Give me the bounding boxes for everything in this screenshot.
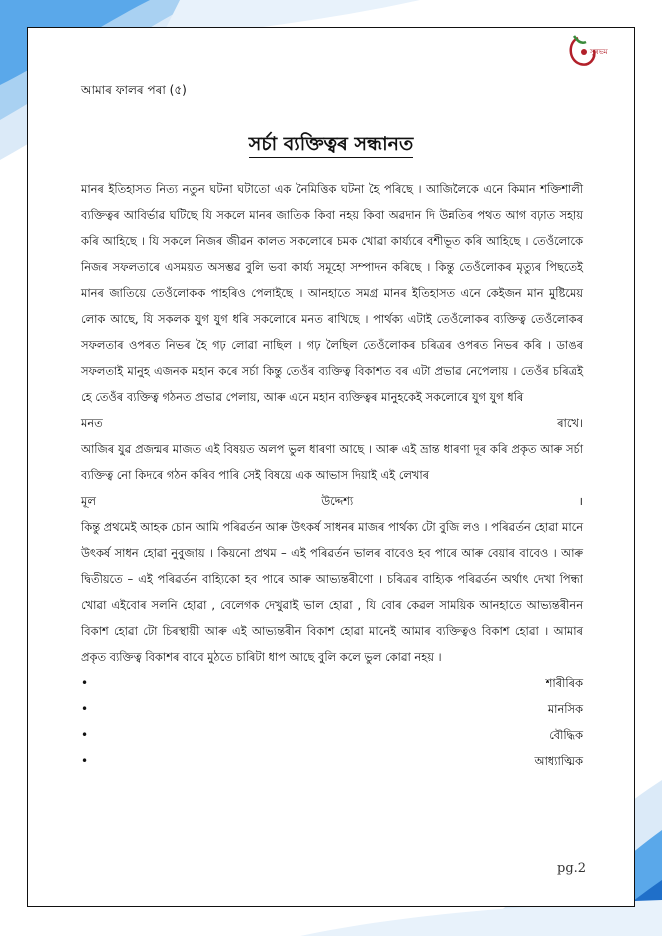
paragraph-1-last-line bbox=[81, 410, 583, 436]
body-line: সম্পাদন কৰিছে । কিন্তু তেওঁলোকৰ মৃত্যুৰ পিছতেই মানৰ জাতিয়ে তেওঁলোকক পাহৰিও পেলাইছে bbox=[81, 260, 583, 300]
list-item-label: বৌদ্ধিক bbox=[549, 728, 583, 742]
list-item bbox=[81, 722, 583, 748]
body-line: প্ৰকৃত আৰু সৰ্চা ব্যক্তিত্ব নো কিদৰে গঠন কৰিব পাৰি সেই বিষয়ে এক আভাস দিয়াই এই লেখাৰ bbox=[81, 442, 584, 482]
body-line: আমাৰ প্ৰকৃত ব্যক্তিত্ব বিকাশৰ বাবে মুঠতে চাৰিটা ধাপ আছে বুলি কলে ভুল কোৱা নহয় । bbox=[81, 624, 583, 664]
paragraph-3 bbox=[81, 514, 583, 670]
list-item bbox=[81, 748, 583, 774]
body-line: আজিৰ যুৱ প্ৰজন্মৰ মাজত এই বিষয়ত অলপ ভুল ধাৰণা আছে । আৰু এই ভ্ৰান্ত ধাৰণা দূৰ কৰি bbox=[81, 442, 508, 456]
article-body bbox=[81, 176, 583, 774]
paragraph-1 bbox=[81, 176, 583, 410]
body-line: সকলোৰে মনত ৰাখিছে । পাৰ্থক্য এটাই তেওঁলোকৰ ব্যক্তিত্ব তেওঁলোকৰ সফলতাৰ ওপৰত নিভৰ bbox=[81, 312, 583, 352]
body-line: । আনহাতে সমগ্ৰ মানৰ ইতিহাসত এনে কেইজন মান মুষ্টিমেয় লোক আছে, যি সকলক যুগ যুগ ধৰি bbox=[81, 286, 584, 326]
page-number: pg.2 bbox=[557, 861, 587, 876]
article-title: সৰ্চা ব্যক্তিত্বৰ সন্ধানত bbox=[249, 133, 413, 158]
body-line: শক্তিশালী ব্যক্তিত্বৰ আবিৰ্ভাৱ ঘটিছে যি সকলে মানৰ জাতিক কিবা নহয় কিবা অৱদান দি উন্নতিৰ bbox=[81, 182, 583, 222]
body-line: কিন্তু প্ৰথমেই আহক চোন আমি পৰিৱৰ্তন আৰু উৎকৰ্ষ সাধনৰ মাজৰ পাৰ্থক্য টো বুজি লও । bbox=[81, 520, 488, 534]
body-line: আৰু এই আভ্যন্তৰীন বিকাশ হোৱা মানেই আমাৰ ব্যক্তিত্বও বিকাশ হোৱা । bbox=[204, 624, 549, 638]
body-line: মানৰ ইতিহাসত নিত্য নতুন ঘটনা ঘটাতো এক নৈমিত্তিক ঘটনা হৈ পৰিছে । আজিলৈকে এনে কিমান bbox=[81, 182, 536, 196]
paragraph-2 bbox=[81, 436, 583, 488]
bullet-icon: • bbox=[81, 676, 89, 690]
body-word: মনত bbox=[81, 416, 103, 430]
body-line: পৰিৱৰ্তন হোৱা মানে উৎকৰ্ষ সাধন হোৱা নুবুজায় । কিয়নো প্ৰথম – এই পৰিৱৰ্তন ভালৰ বাবেও bbox=[81, 520, 584, 560]
body-word: মূল bbox=[81, 494, 96, 508]
series-title: আমাৰ ফালৰ পৰা (৫) bbox=[81, 83, 187, 97]
list-item bbox=[81, 670, 583, 696]
bullet-icon: • bbox=[81, 728, 89, 742]
body-line: আভ্যন্তৰীণো । চৰিত্ৰৰ বাহ্যিক পৰিৱৰ্তন অৰ্থাৎ দেখা পিন্ধা খোৱা এইবোৰ সলনি হোৱা , বেলেগক bbox=[81, 572, 583, 612]
body-line: বশীভূত কৰি আহিছে । তেওঁলোকে নিজৰ সফলতাৰে এসময়ত অসম্ভৱ বুলি ভবা কাৰ্য্য সমূহো bbox=[81, 234, 584, 274]
logo-text: সুৰভম bbox=[590, 48, 608, 56]
bullet-icon: • bbox=[81, 702, 89, 716]
article-title-wrap bbox=[0, 130, 662, 162]
list-item bbox=[81, 696, 583, 722]
bullet-icon: • bbox=[81, 754, 89, 768]
body-line: এজনক মহান কৰে সৰ্চা কিন্তু তেওঁৰ ব্যক্তিত্ব বিকাশত বৰ এটা প্ৰভাৱ নেপেলায় । তেওঁৰ চৰিত্ৰই হে bbox=[81, 364, 583, 404]
body-line: পথত আগ বঢ়াত সহায় কৰি আহিছে । যি সকলে নিজৰ জীৱন কালত সকলোৰে চমক খোৱা কাৰ্য্যৰে bbox=[81, 208, 583, 248]
body-line: হব পাৰে আৰু বেয়াৰ বাবেও । আৰু দ্বিতীয়তে – এই পৰিৱৰ্তন বাহ্যিকো হব পাৰে আৰু bbox=[81, 546, 583, 586]
development-steps-list bbox=[81, 670, 583, 774]
body-word: । bbox=[578, 494, 583, 508]
list-item-label: আধ্যাত্মিক bbox=[534, 754, 583, 768]
body-line: হৈ গঢ় লোৱা নাছিল । গঢ় লৈছিল তেওঁলোকৰ চৰিত্ৰৰ ওপৰত নিভৰ কৰি । ডাঙৰ সফলতাই মানুহ bbox=[81, 338, 583, 378]
body-line: তেওঁৰ ব্যক্তিত্ব গঠনত প্ৰভাৱ পেলায়, আৰু এনে মহান ব্যক্তিত্বৰ মানুহকেই সকলোৰে যুগ যুগ ধৰি bbox=[95, 390, 524, 404]
body-line: দেখুৱাই ভাল হোৱা , যি বোৰ কেৱল সাময়িক আনহাতে আভ্যন্তৰীনন বিকাশ হোৱা টো চিৰস্থায়ী bbox=[81, 598, 583, 638]
body-word: ৰাখে। bbox=[557, 416, 583, 430]
list-item-label: মানসিক bbox=[547, 702, 583, 716]
list-item-label: শাৰীৰিক bbox=[545, 676, 583, 690]
body-word: উদ্দেশ্য bbox=[321, 494, 354, 508]
paragraph-2-last-line bbox=[81, 488, 583, 514]
